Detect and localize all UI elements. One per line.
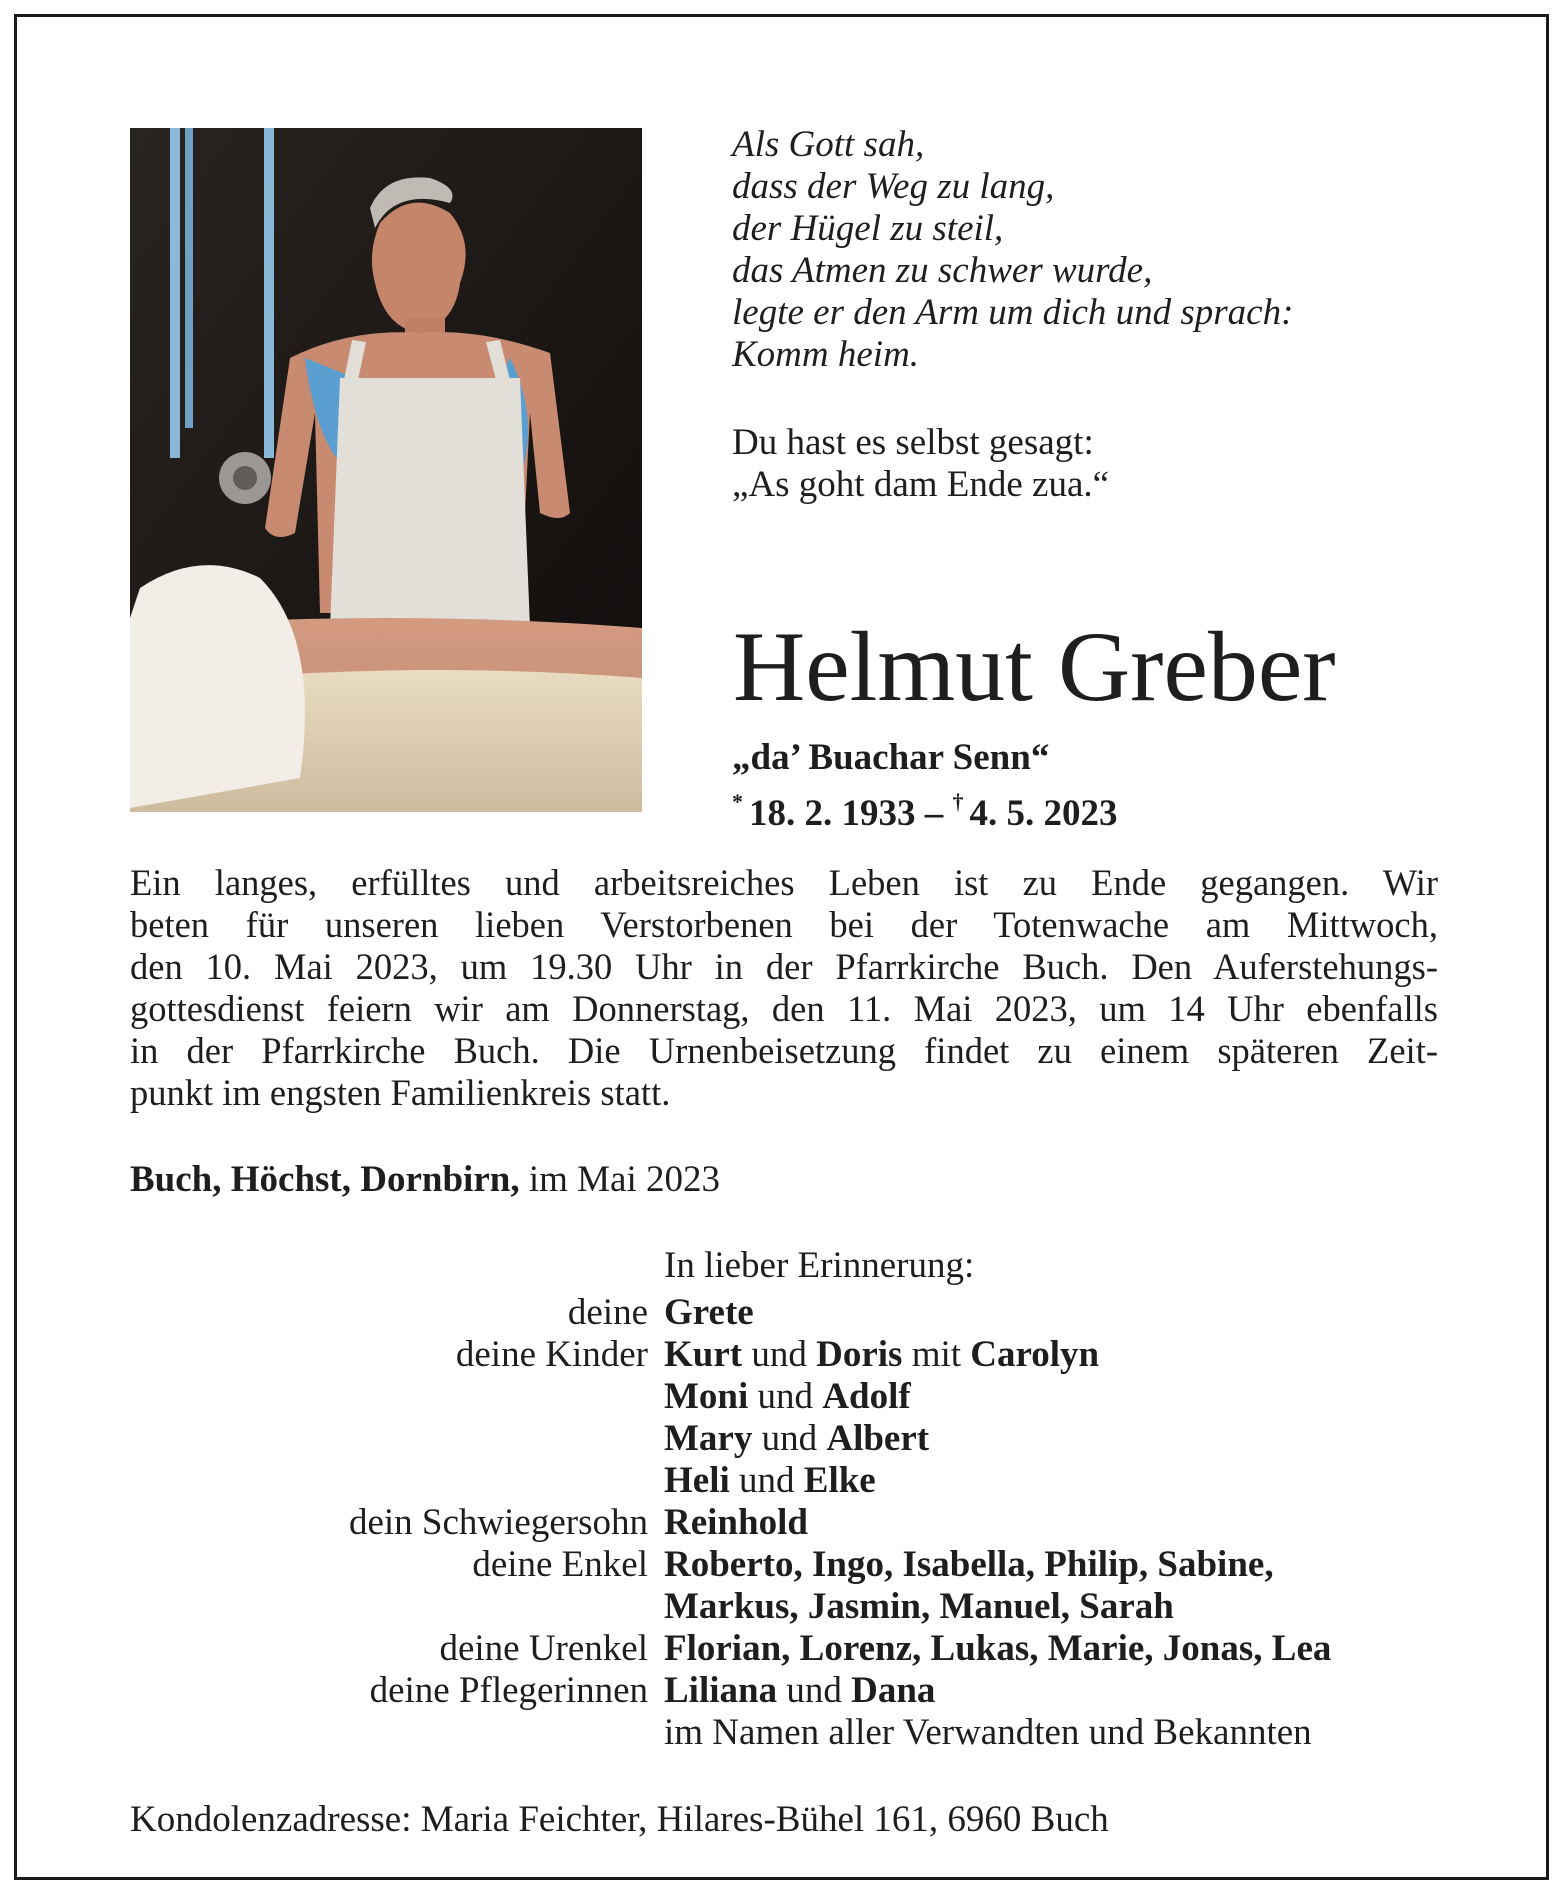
family-name: Moni bbox=[664, 1376, 749, 1417]
birth-date: 18. 2. 1933 bbox=[749, 793, 916, 834]
poem-line: Als Gott sah, bbox=[732, 124, 925, 165]
place-towns: Buch, Höchst, Dornbirn, bbox=[130, 1159, 520, 1200]
place-month: im Mai 2023 bbox=[519, 1159, 721, 1200]
family-row-kids bbox=[130, 1418, 1470, 1460]
family-row-grandchildren bbox=[130, 1544, 1470, 1586]
relation-label: deine Urenkel bbox=[439, 1628, 648, 1669]
family-name: Albert bbox=[826, 1418, 930, 1459]
poem-line: dass der Weg zu lang, bbox=[732, 166, 1055, 207]
life-dates bbox=[732, 780, 1118, 836]
relation-label: deine Pflegerinnen bbox=[369, 1670, 648, 1711]
connector: und bbox=[777, 1670, 852, 1711]
family-name: Roberto, Ingo, Isabella, Philip, Sabine, bbox=[664, 1544, 1274, 1585]
family-name: Liliana bbox=[664, 1670, 778, 1711]
family-row-grandchildren bbox=[130, 1586, 1470, 1628]
announcement-line: in der Pfarrkirche Buch. Die Urnenbeisetzung findet zu einem späteren Zeit- bbox=[130, 1030, 1438, 1071]
connector: und bbox=[748, 1376, 823, 1417]
birth-symbol: * bbox=[732, 789, 743, 814]
portrait-illustration bbox=[130, 128, 642, 812]
family-name: Grete bbox=[664, 1292, 754, 1333]
connector: und bbox=[752, 1418, 827, 1459]
poem-line: der Hügel zu steil, bbox=[732, 208, 1004, 249]
family-row-kids bbox=[130, 1376, 1470, 1418]
quote-line: Du hast es selbst gesagt: bbox=[732, 422, 1094, 463]
connector: mit bbox=[902, 1334, 971, 1375]
poem-line: Komm heim. bbox=[732, 334, 920, 375]
family-row-son-in-law bbox=[130, 1502, 1470, 1544]
family-row-carers bbox=[130, 1670, 1470, 1712]
place-date bbox=[130, 1158, 720, 1202]
announcement-line: den 10. Mai 2023, um 19.30 Uhr in der Pfarrkirche Buch. Den Auferstehungs- bbox=[130, 946, 1438, 987]
quote bbox=[732, 422, 1462, 506]
family-name: Heli bbox=[664, 1460, 730, 1501]
family-name: Reinhold bbox=[664, 1502, 808, 1543]
deceased-name: Helmut Greber bbox=[733, 611, 1336, 722]
death-symbol: † bbox=[952, 789, 964, 814]
date-separator: – bbox=[915, 793, 953, 834]
relation-label: deine Enkel bbox=[472, 1544, 648, 1585]
announcement-line: Ein langes, erfülltes und arbeitsreiches Leben ist zu Ende gegangen. Wir bbox=[130, 862, 1438, 903]
announcement-line: beten für unseren lieben Verstorbenen bei der Totenwache am Mittwoch, bbox=[130, 904, 1438, 945]
family-name: Dana bbox=[851, 1670, 936, 1711]
family-name: Mary bbox=[664, 1418, 753, 1459]
family-row-closing bbox=[130, 1712, 1470, 1754]
closing-line: im Namen aller Verwandten und Bekannten bbox=[664, 1712, 1312, 1753]
deceased-nickname: „da’ Buachar Senn“ bbox=[732, 737, 1050, 778]
poem-line: das Atmen zu schwer wurde, bbox=[732, 250, 1153, 291]
family-row-kids bbox=[130, 1334, 1470, 1376]
announcement-line: punkt im engsten Familienkreis statt. bbox=[130, 1072, 671, 1113]
relation-label: dein Schwiegersohn bbox=[348, 1502, 648, 1543]
family-name: Doris bbox=[816, 1334, 903, 1375]
poem bbox=[732, 124, 1462, 376]
family-name: Carolyn bbox=[970, 1334, 1100, 1375]
quote-line: „As goht dam Ende zua.“ bbox=[732, 464, 1110, 505]
portrait-photo bbox=[130, 128, 642, 812]
relation-label: deine Kinder bbox=[455, 1334, 648, 1375]
poem-line: legte er den Arm um dich und sprach: bbox=[732, 292, 1294, 333]
family-row-great-grandchildren bbox=[130, 1628, 1470, 1670]
death-date: 4. 5. 2023 bbox=[969, 793, 1118, 834]
family-name: Kurt bbox=[664, 1334, 743, 1375]
family-name: Elke bbox=[803, 1460, 876, 1501]
relation-label: deine bbox=[567, 1292, 648, 1333]
family-row-kids bbox=[130, 1460, 1470, 1502]
family-name: Florian, Lorenz, Lukas, Marie, Jonas, Lea bbox=[664, 1628, 1332, 1669]
family-name: Markus, Jasmin, Manuel, Sarah bbox=[664, 1586, 1174, 1627]
announcement-text bbox=[130, 862, 1438, 1114]
condolence-address: Kondolenzadresse: Maria Feichter, Hilares-Bühel 161, 6960 Buch bbox=[130, 1799, 1109, 1840]
memory-heading: In lieber Erinnerung: bbox=[664, 1245, 975, 1286]
family-list bbox=[130, 1292, 1470, 1754]
family-row-wife bbox=[130, 1292, 1470, 1334]
connector: und bbox=[742, 1334, 817, 1375]
announcement-line: gottesdienst feiern wir am Donnerstag, den 11. Mai 2023, um 14 Uhr ebenfalls bbox=[130, 988, 1438, 1029]
family-name: Adolf bbox=[822, 1376, 911, 1417]
connector: und bbox=[729, 1460, 804, 1501]
